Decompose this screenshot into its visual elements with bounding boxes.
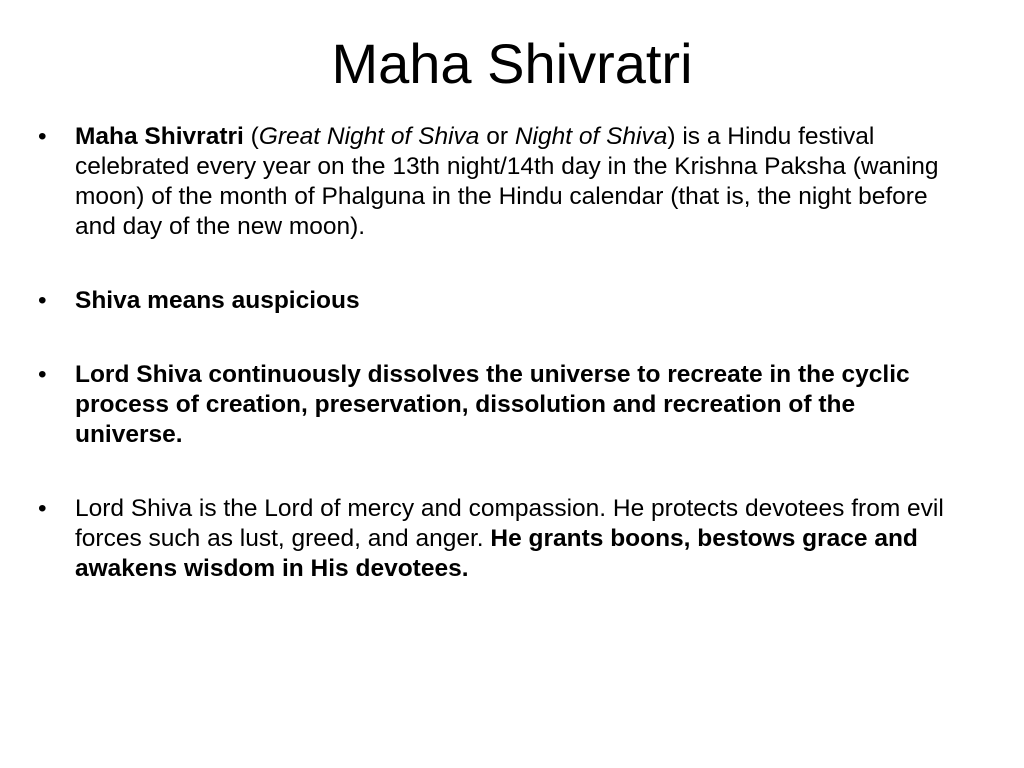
bullet-item-meaning — [30, 286, 950, 316]
bullet-item-mercy — [30, 494, 950, 584]
bullet-marker: • — [38, 495, 47, 522]
bullet-text-segment: Maha Shivratri — [75, 123, 244, 150]
bullet-text-segment: Lord Shiva continuously dissolves the universe to recreate in the cyclic process of creation, preservation, dissolution and recreation of the universe. — [75, 361, 910, 448]
bullet-marker: • — [38, 361, 47, 388]
bullet-text-segment: Lord Shiva is the Lord of mercy and compassion. He protects devotees from evil forces such as lust, greed, and anger. — [75, 495, 944, 552]
bullet-text-segment: Shiva means auspicious — [75, 287, 360, 314]
bullet-text-segment: He grants boons, bestows grace and awakens wisdom in His devotees. — [75, 525, 918, 582]
bullet-text-segment: or — [479, 123, 515, 150]
bullet-marker: • — [38, 287, 47, 314]
bullet-text-segment: ) is a Hindu festival celebrated every year on the 13th night/14th day in the Krishna Paksha (waning moon) of the month of Phalguna in the Hindu calendar (that is, the night before and day of the new moon). — [75, 123, 939, 240]
bullet-item-dissolution — [30, 360, 950, 450]
bullet-text-segment: Great Night of Shiva — [258, 123, 480, 150]
bullet-list — [30, 122, 950, 628]
bullet-text-segment: ( — [243, 123, 259, 150]
bullet-item-definition — [30, 122, 950, 242]
slide-title: Maha Shivratri — [331, 32, 693, 95]
bullet-marker: • — [38, 123, 47, 150]
bullet-text-segment: Night of Shiva — [514, 123, 668, 150]
